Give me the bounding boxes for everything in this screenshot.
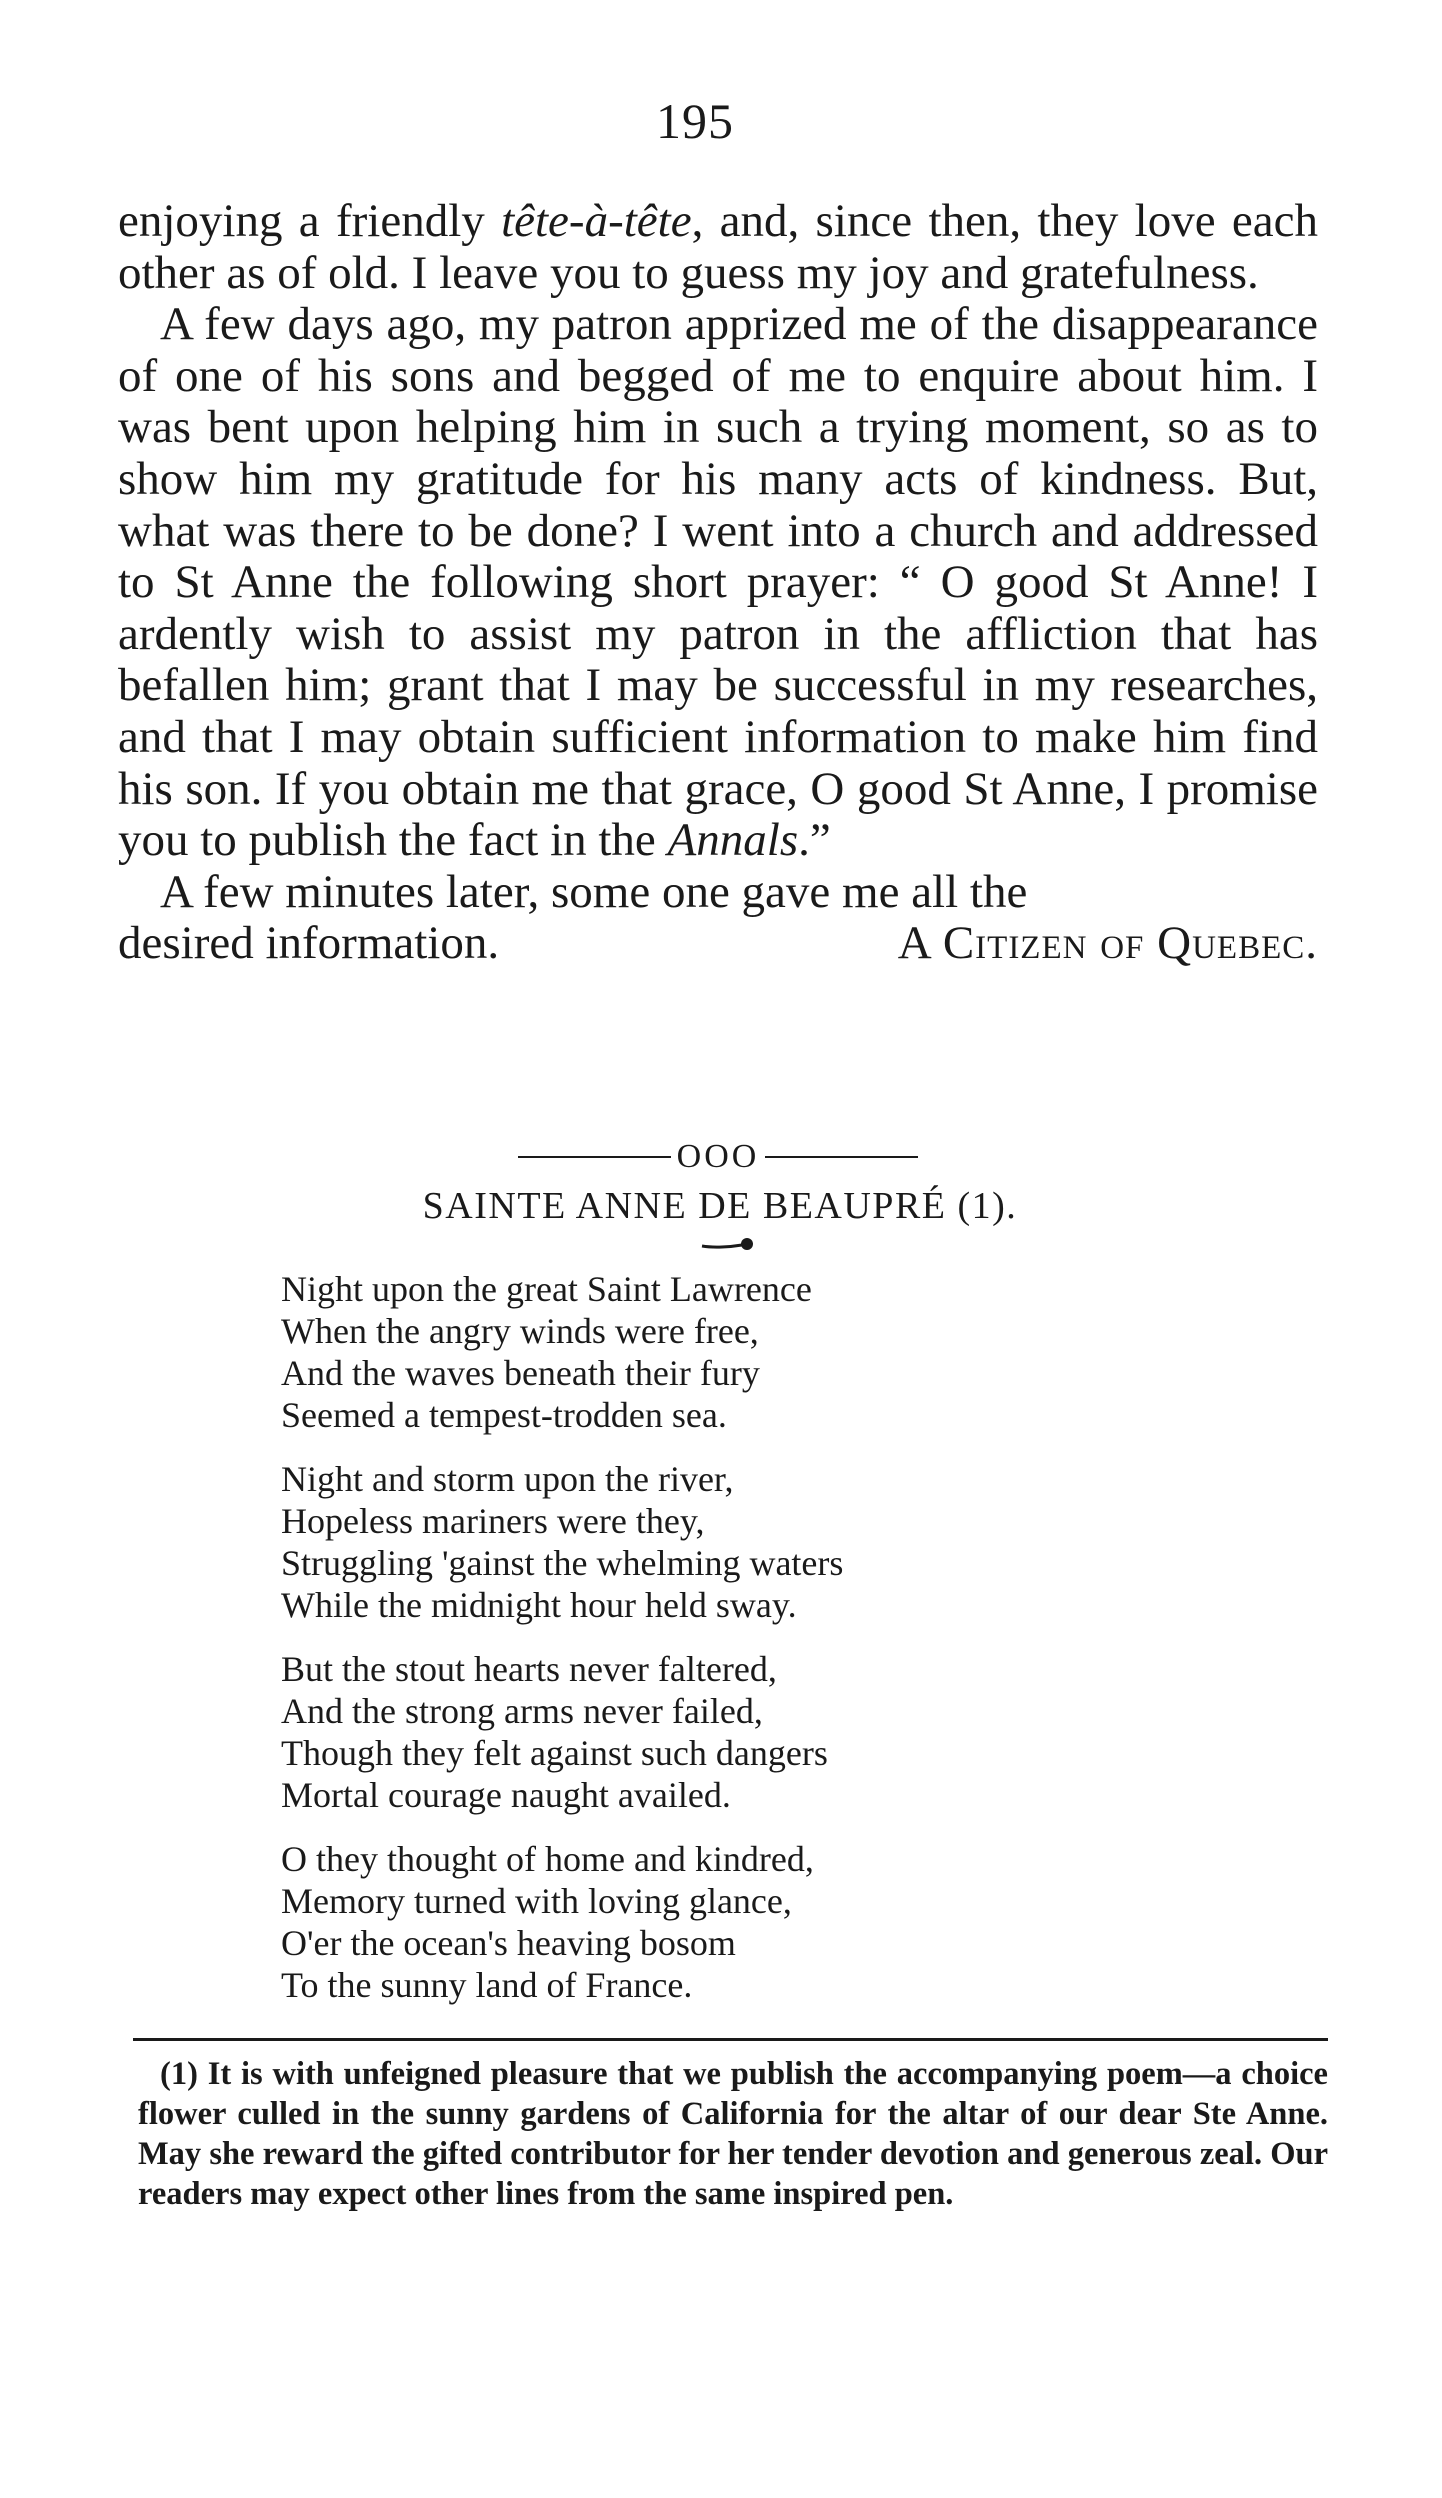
footnote [138, 2054, 1328, 2214]
paragraph-1-text-end: , and, since then, they love each other as of old. I leave you to guess my joy and gratefulness. [118, 195, 1318, 299]
page-number: 195 [656, 93, 734, 149]
poem-line: Though they felt against such dangers [281, 1733, 828, 1773]
poem-line: Mortal courage naught availed. [281, 1775, 731, 1815]
poem-line: But the stout hearts never faltered, [281, 1649, 777, 1689]
italic-phrase: tête-à-tête [501, 195, 692, 247]
stanza-2 [281, 1458, 1181, 1626]
separator-rule-right [765, 1156, 918, 1158]
paragraph-1 [118, 196, 1318, 299]
paragraph-1-text: enjoying a friendly [118, 195, 502, 247]
poem-line: Hopeless mariners were they, [281, 1501, 705, 1541]
stanza-4 [281, 1838, 1181, 2006]
signature-line [118, 918, 1318, 970]
prose-body [118, 196, 1318, 970]
poem-line: Night and storm upon the river, [281, 1459, 734, 1499]
poem-line: Seemed a tempest-trodden sea. [281, 1395, 727, 1435]
paragraph-3 [118, 867, 1318, 919]
poem-line: When the angry winds were free, [281, 1311, 759, 1351]
poem-line: O'er the ocean's heaving bosom [281, 1923, 736, 1963]
poem-line: O they thought of home and kindred, [281, 1839, 814, 1879]
footnote-rule [133, 2038, 1328, 2041]
poem-line: While the midnight hour held sway. [281, 1585, 797, 1625]
tailpiece-ornament-icon [700, 1236, 758, 1252]
poem-title: SAINTE ANNE DE BEAUPRÉ (1). [422, 1185, 1018, 1227]
annals-title: Annals [667, 814, 799, 867]
poem-line: And the strong arms never failed, [281, 1691, 763, 1731]
signature: A Citizen of Quebec. [897, 917, 1318, 970]
separator-rule-left [518, 1156, 671, 1158]
section-separator [518, 1138, 918, 1176]
poem-line: Struggling 'gainst the whelming waters [281, 1543, 844, 1583]
poem-stanzas [281, 1268, 1181, 2028]
separator-mark: OOO [676, 1138, 760, 1175]
paragraph-3-line-1: A few minutes later, some one gave me all the [160, 865, 1028, 918]
poem-line: Memory turned with loving glance, [281, 1881, 792, 1921]
paragraph-2-close: .” [798, 814, 831, 867]
footnote-text: (1) It is with unfeigned pleasure that we publish the accompanying poem—a choice flower culled in the sunny gardens of California for the altar of our dear Ste Anne. May she reward the gifted contributor for her tender devotion and generous zeal. Our readers may expect other lines from the same inspired pen. [138, 2056, 1328, 2212]
stanza-3 [281, 1648, 1181, 1816]
paragraph-2 [118, 299, 1318, 867]
stanza-1 [281, 1268, 1181, 1436]
poem-line: Night upon the great Saint Lawrence [281, 1269, 812, 1309]
paragraph-3-line-2: desired information. [118, 917, 500, 970]
poem-line: To the sunny land of France. [281, 1965, 693, 2005]
poem-line: And the waves beneath their fury [281, 1353, 760, 1393]
paragraph-2-text: A few days ago, my patron apprized me of the disappearance of one of his sons and begged of me to enquire about him. I was bent upon helping him in such a trying moment, so as to show him my gratitude for his many acts of kindness. But, what was there to be done? I went into a church and addressed to St Anne the following short prayer: “ O good St Anne! I ardently wish to assist my patron in the affliction that has befallen him; grant that I may be successful in my researches, and that I may obtain sufficient information to make him find his son. If you obtain me that grace, O good St Anne, I promise you to publish the fact in the [118, 298, 1318, 867]
